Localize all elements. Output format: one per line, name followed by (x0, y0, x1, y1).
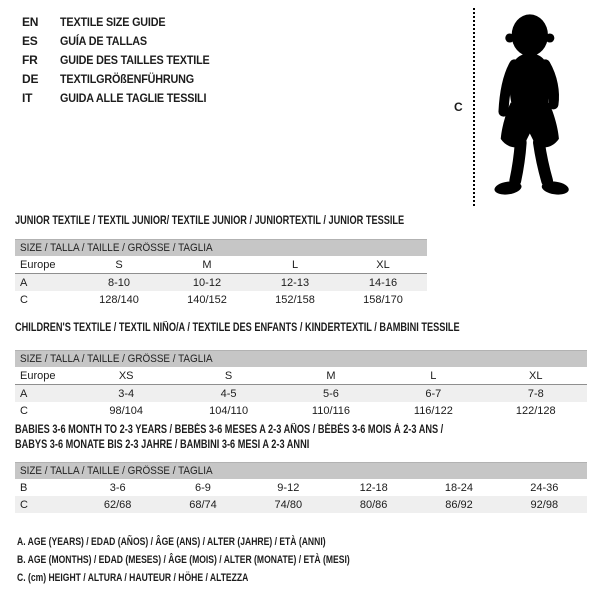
table-size-header (15, 351, 587, 368)
legend-line-text: B. AGE (MONTHS) / EDAD (MESES) / ÂGE (MOIS) / ALTER (MONATE) / ETÀ (MESI) (17, 554, 350, 566)
size-cell: 158/170 (363, 293, 403, 306)
table-row (15, 367, 587, 385)
language-title: GUÍA DE TALLAS (60, 33, 147, 48)
row-label: A (15, 274, 75, 292)
language-code: DE (22, 71, 39, 86)
size-cell: L (251, 256, 339, 274)
size-cell: 4-5 (177, 385, 279, 403)
table-header-row (15, 463, 587, 480)
size-cell: 7-8 (485, 385, 587, 403)
language-row (22, 31, 226, 50)
size-cell: 86/92 (416, 496, 501, 513)
size-table (15, 462, 587, 513)
size-cell: XL (485, 367, 587, 385)
language-title: TEXTILE SIZE GUIDE (60, 14, 166, 29)
size-cell: 104/110 (209, 404, 249, 417)
size-cell: 6-7 (382, 385, 484, 403)
language-row (22, 69, 226, 88)
size-cell: 110/116 (311, 404, 351, 417)
table-row (15, 385, 587, 403)
row-label: C (20, 293, 28, 306)
size-cell: 98/104 (109, 404, 144, 417)
size-cell: 152/158 (275, 293, 315, 306)
legend-line-text: A. AGE (YEARS) / EDAD (AÑOS) / ÂGE (ANS) / ALTER (JAHRE) / ETÀ (ANNI) (17, 536, 326, 548)
section-title-text: BABYS 3-6 MONATE BIS 2-3 JAHRE / BAMBINI 3-6 MESI A 2-3 ANNI (15, 439, 310, 451)
size-cell: 74/80 (246, 496, 331, 513)
row-label: Europe (15, 256, 75, 274)
language-title-list (22, 12, 226, 107)
language-row (22, 88, 226, 107)
table-row (15, 479, 587, 496)
section-babies-textile (15, 424, 587, 513)
size-cell: 18-24 (444, 481, 474, 494)
table-row (15, 256, 427, 274)
language-title: GUIDE DES TAILLES TEXTILE (60, 52, 210, 67)
size-table (15, 239, 427, 308)
height-dotted-line (473, 8, 475, 206)
legend (17, 536, 444, 590)
language-row (22, 12, 226, 31)
section-title (15, 215, 501, 230)
table-row (15, 402, 587, 419)
legend-line (17, 572, 444, 590)
row-label: C (15, 496, 75, 513)
size-cell: 14-16 (339, 274, 427, 292)
row-label: B (20, 481, 28, 494)
size-cell: 116/122 (413, 404, 453, 417)
language-code: FR (22, 52, 38, 67)
size-cell: M (280, 367, 382, 385)
row-label: C (20, 404, 28, 417)
size-cell: 68/74 (160, 496, 245, 513)
section-junior-textile (15, 215, 501, 308)
size-cell: 3-4 (75, 385, 177, 403)
section-title (15, 439, 587, 454)
section-title (15, 424, 587, 439)
table-header-row (15, 240, 427, 257)
legend-line (17, 536, 444, 554)
size-cell: M (163, 256, 251, 274)
language-code: EN (22, 14, 39, 29)
table-size-header (15, 463, 587, 480)
table-size-header (15, 240, 427, 257)
height-marker-label: C (454, 100, 463, 114)
language-code: ES (22, 33, 38, 48)
section-title-text: BABIES 3-6 MONTH TO 2-3 YEARS / BEBÉS 3-6 MESES A 2-3 AÑOS / BÉBÉS 3-6 MOIS À 2-3 ANS / (15, 424, 444, 436)
size-cell: 12-18 (359, 481, 388, 494)
table-size-header-text: SIZE / TALLA / TAILLE / GRÖSSE / TAGLIA (20, 242, 213, 254)
section-title-text: JUNIOR TEXTILE / TEXTIL JUNIOR/ TEXTILE JUNIOR / JUNIORTEXTIL / JUNIOR TESSILE (15, 215, 405, 227)
size-cell: 8-10 (75, 274, 163, 292)
size-cell: 24-36 (530, 481, 559, 494)
size-cell: S (177, 367, 279, 385)
size-cell: 128/140 (99, 293, 139, 306)
table-header-row (15, 351, 587, 368)
language-code: IT (22, 90, 33, 105)
size-cell: 12-13 (251, 274, 339, 292)
size-cell: 62/68 (75, 496, 160, 513)
table-row (15, 496, 587, 513)
size-table (15, 350, 587, 419)
size-cell: 140/152 (187, 293, 227, 306)
size-cell: 10-12 (163, 274, 251, 292)
legend-line (17, 554, 444, 572)
section-title (15, 322, 587, 337)
size-cell: XL (339, 256, 427, 274)
row-label: Europe (15, 367, 75, 385)
size-cell: 5-6 (280, 385, 382, 403)
table-row (15, 274, 427, 292)
table-row (15, 291, 427, 308)
language-title: GUIDA ALLE TAGLIE TESSILI (60, 90, 207, 105)
table-size-header-text: SIZE / TALLA / TAILLE / GRÖSSE / TAGLIA (20, 353, 213, 365)
size-cell: L (382, 367, 484, 385)
child-figure (440, 0, 600, 215)
size-cell: 122/128 (515, 404, 556, 417)
row-label: A (15, 385, 75, 403)
table-size-header-text: SIZE / TALLA / TAILLE / GRÖSSE / TAGLIA (20, 465, 213, 477)
size-cell: 3-6 (109, 481, 126, 494)
section-childrens-textile (15, 322, 587, 419)
size-cell: 6-9 (195, 481, 211, 494)
size-cell: XS (75, 367, 177, 385)
language-row (22, 50, 226, 69)
section-title-text: CHILDREN'S TEXTILE / TEXTIL NIÑO/A / TEXTILE DES ENFANTS / KINDERTEXTIL / BAMBINI TESSILE (15, 322, 460, 334)
size-cell: 92/98 (502, 496, 587, 513)
language-title: TEXTILGRÖßENFÜHRUNG (60, 71, 194, 86)
size-cell: 9-12 (277, 481, 300, 494)
legend-line-text: C. (cm) HEIGHT / ALTURA / HAUTEUR / HÖHE / ALTEZZA (17, 572, 249, 584)
size-cell: 80/86 (331, 496, 416, 513)
baby-silhouette-icon (482, 8, 574, 208)
size-cell: S (75, 256, 163, 274)
